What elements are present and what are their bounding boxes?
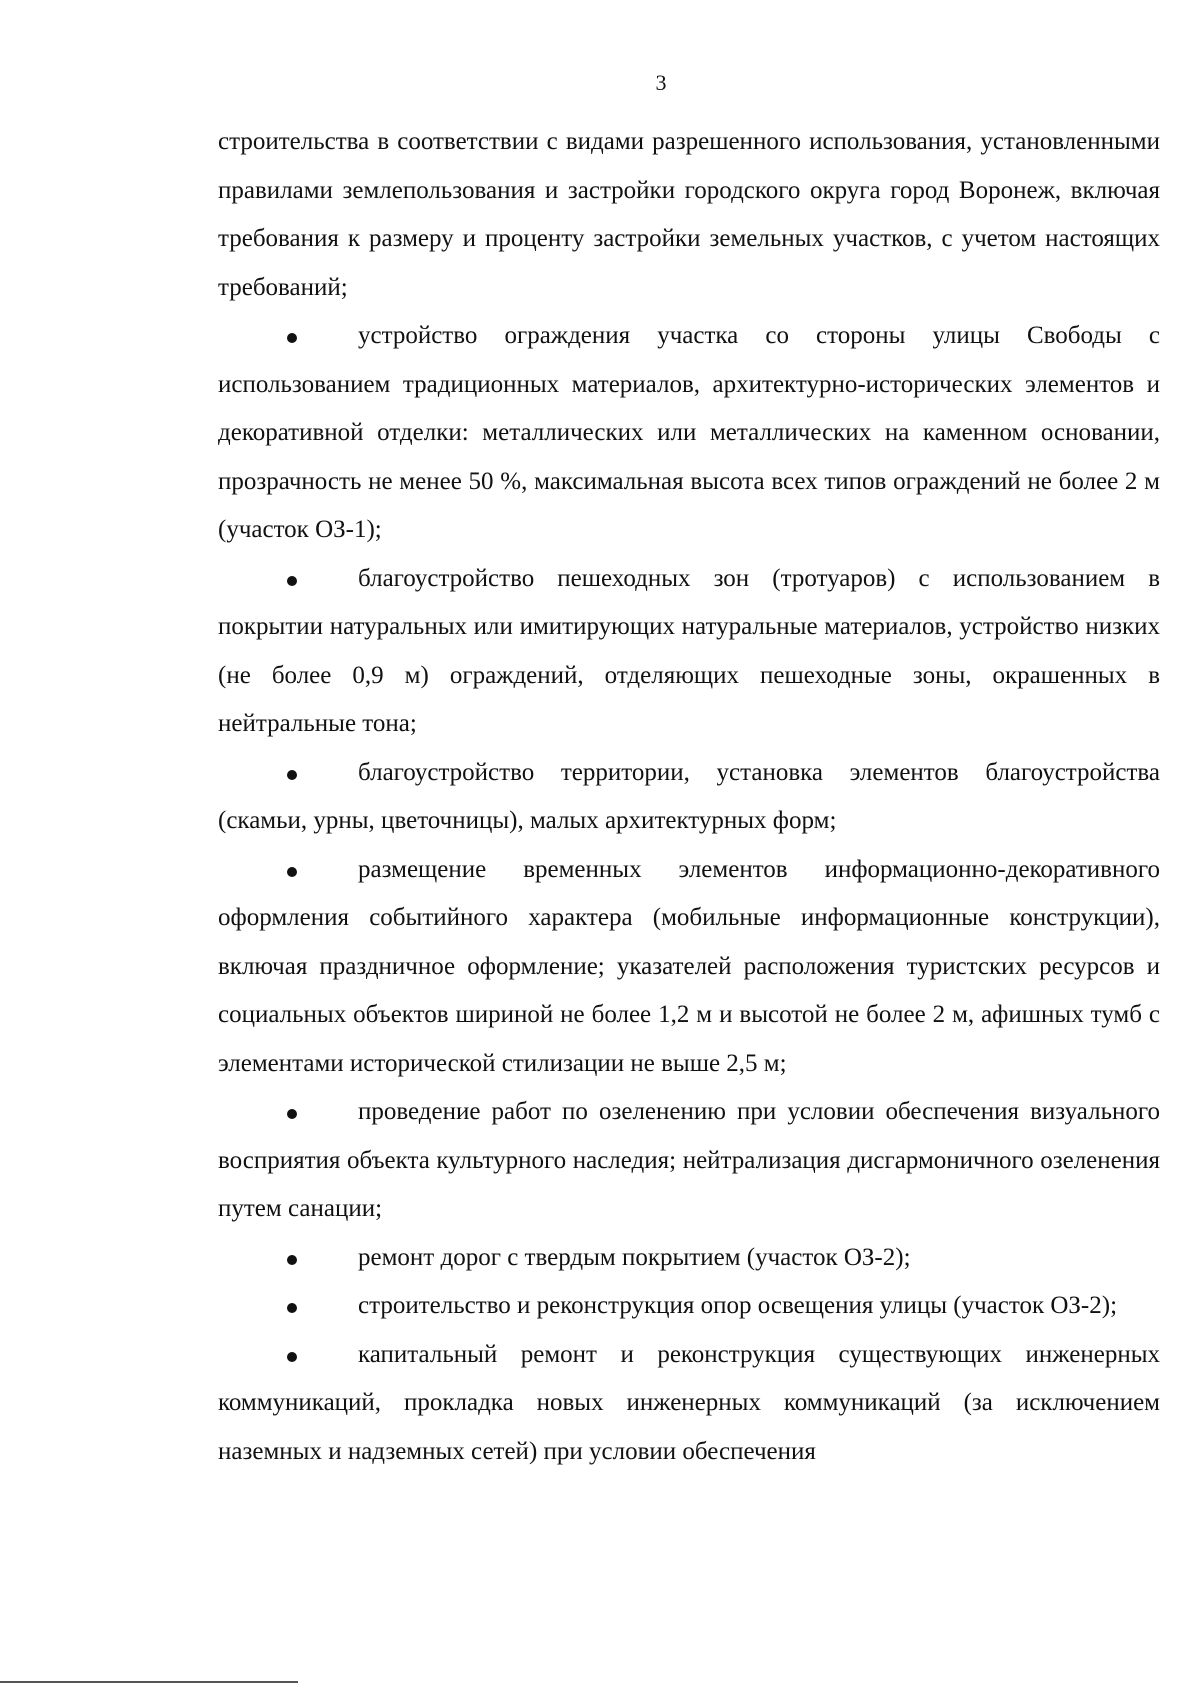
bullet-text: устройство ограждения участка со стороны улицы Свободы с использованием традиционных материалов, архитектурно-исторических элементов и декоративной отделки: металлических или металлических на каменном основании, прозрачность не менее 50 %, максимальная высота всех типов ограждений не более 2 м (участок ОЗ-1); <box>218 322 1160 543</box>
bullet-item-lighting <box>218 1282 1160 1331</box>
bullet-text: благоустройство территории, установка элементов благоустройства (скамьи, урны, цветочницы), малых архитектурных форм; <box>218 758 1160 834</box>
bullet-dot-icon <box>287 1303 297 1313</box>
bullet-dot-icon <box>287 1255 297 1265</box>
bullet-dot-icon <box>287 576 297 586</box>
bullet-item-pedestrian-zones <box>218 555 1160 749</box>
footer-divider <box>0 1681 298 1683</box>
bullet-text: строительство и реконструкция опор освещения улицы (участок ОЗ-2); <box>358 1292 1118 1319</box>
paragraph-1: строительства в соответствии с видами разрешенного использования, установленными правилами землепользования и застройки городского округа город Воронеж, включая требования к размеру и проценту застройки земельных участков, с учетом настоящих требований; <box>218 128 1160 301</box>
bullet-item-engineering <box>218 1331 1160 1477</box>
bullet-item-greening <box>218 1088 1160 1234</box>
document-body <box>218 118 1160 1476</box>
bullet-text: размещение временных элементов информационно-декоративного оформления событийного характера (мобильные информационные конструкции), включая праздничное оформление; указателей расположения туристских ресурсов и социальных объектов шириной не более 1,2 м и высотой не более 2 м, афишных тумб с элементами исторической стилизации не выше 2,5 м; <box>218 855 1160 1077</box>
bullet-dot-icon <box>287 1352 297 1362</box>
bullet-item-road-repair <box>218 1234 1160 1283</box>
page-number: 3 <box>655 70 667 95</box>
bullet-dot-icon <box>287 333 297 343</box>
bullet-dot-icon <box>287 867 297 877</box>
bullet-text: проведение работ по озеленению при условии обеспечения визуального восприятия объекта культурного наследия; нейтрализация дисгармоничного озеленения путем санации; <box>218 1098 1160 1222</box>
bullet-dot-icon <box>287 770 297 780</box>
bullet-item-fence <box>218 312 1160 555</box>
bullet-dot-icon <box>287 1109 297 1119</box>
bullet-item-territory <box>218 749 1160 846</box>
bullet-text: ремонт дорог с твердым покрытием (участок ОЗ-2); <box>358 1243 911 1271</box>
bullet-text: капитальный ремонт и реконструкция существующих инженерных коммуникаций, прокладка новых инженерных коммуникаций (за исключением наземных и надземных сетей) при условии обеспечения <box>218 1340 1160 1465</box>
bullet-item-temporary-elements <box>218 846 1160 1089</box>
bullet-text: благоустройство пешеходных зон (тротуаров) с использованием в покрытии натуральных или имитирующих натуральные материалов, устройство низких (не более 0,9 м) ограждений, отделяющих пешеходные зоны, окрашенных в нейтральные тона; <box>218 564 1160 737</box>
